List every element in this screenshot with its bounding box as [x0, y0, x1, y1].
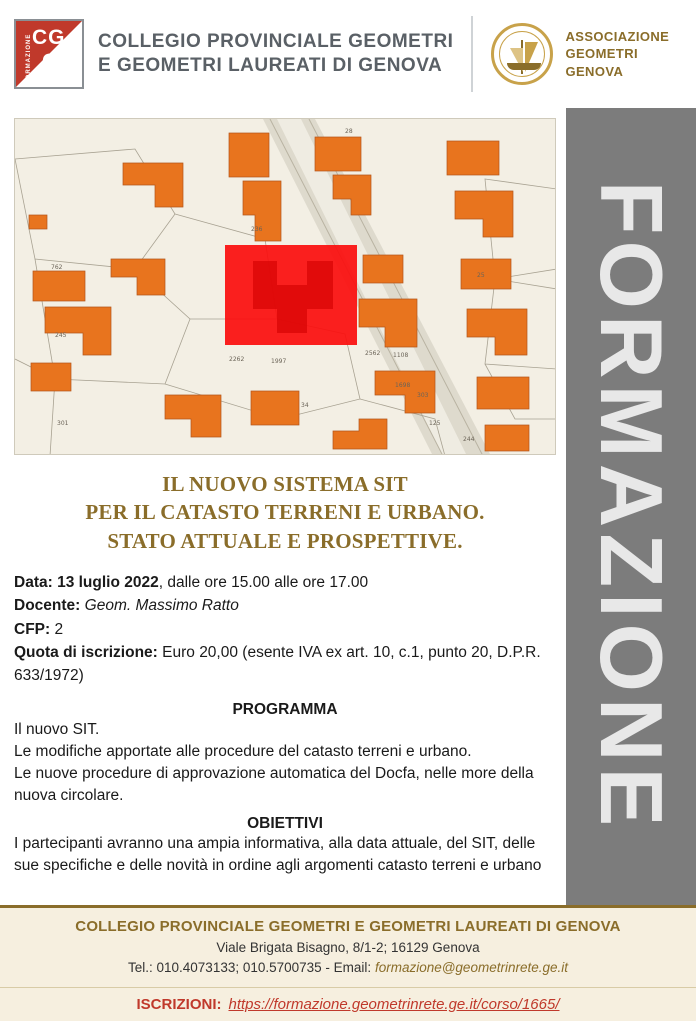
programma-heading: PROGRAMMA	[232, 701, 338, 719]
detail-value-time: , dalle ore 15.00 alle ore 17.00	[158, 574, 369, 592]
footer-address: Viale Brigata Bisagno, 8/1-2; 16129 Genova	[216, 940, 480, 955]
logo-text-cg: CG	[32, 26, 66, 49]
detail-value-docente: Geom. Massimo Ratto	[84, 597, 239, 615]
registration-label: ISCRIZIONI:	[136, 996, 222, 1013]
cge-logo	[14, 19, 84, 89]
page-header	[0, 0, 696, 108]
detail-label-data: Data:	[14, 574, 53, 592]
svg-text:25: 25	[477, 272, 485, 279]
course-details	[14, 571, 556, 687]
seal-hull-shape	[507, 63, 541, 70]
registration-bar	[0, 987, 696, 1021]
programma-line-3: Le nuove procedure di approvazione automatica del Docfa, nelle more della nuova circolare.	[14, 765, 534, 805]
footer-contact-phones: Tel.: 010.4073133; 010.5700735 - Email:	[128, 960, 375, 975]
svg-text:125: 125	[429, 420, 441, 427]
association-name-line1: ASSOCIAZIONE	[565, 28, 670, 44]
programma-body	[14, 719, 556, 807]
course-title	[14, 470, 556, 555]
header-divider	[471, 16, 473, 92]
programma-line-2: Le modifiche apportate alle procedure del catasto terreni e urbano.	[14, 743, 472, 761]
detail-row-docente	[14, 594, 556, 617]
svg-text:1108: 1108	[393, 352, 409, 359]
obiettivi-heading: OBIETTIVI	[247, 815, 323, 833]
registration-url-link[interactable]: https://formazione.geometrinrete.ge.it/corso/1665/	[228, 996, 560, 1013]
footer-email-link[interactable]: formazione@geometrinrete.ge.it	[374, 960, 568, 975]
svg-text:34: 34	[301, 402, 309, 409]
svg-text:28: 28	[345, 128, 353, 135]
detail-label-cfp: CFP:	[14, 620, 51, 638]
svg-text:1997: 1997	[271, 358, 287, 365]
svg-text:2562: 2562	[365, 350, 381, 357]
svg-text:1698: 1698	[395, 382, 411, 389]
sidebar-formazione-banner	[566, 108, 696, 905]
svg-text:244: 244	[463, 436, 475, 443]
svg-text:301: 301	[57, 420, 69, 427]
map-graphic	[15, 119, 556, 455]
detail-label-quota: Quota di iscrizione:	[14, 643, 158, 661]
svg-text:2262: 2262	[229, 356, 245, 363]
association-name	[565, 28, 669, 81]
association-name-line2: GEOMETRI	[565, 46, 639, 62]
detail-value-quota: Euro 20,00 (esente IVA ex art. 10, c.1, punto 20, D.P.R. 633/1972)	[14, 643, 541, 685]
logo-text-ge: GE	[42, 50, 75, 73]
course-title-line1: IL NUOVO SISTEMA SIT	[162, 472, 408, 496]
page-footer	[0, 905, 696, 1021]
sailboat-seal-icon	[491, 23, 553, 85]
organization-name-line1: COLLEGIO PROVINCIALE GEOMETRI	[98, 31, 454, 53]
cadastral-map-image	[14, 118, 556, 455]
programma-line-1: Il nuovo SIT.	[14, 721, 100, 739]
sidebar-label: FORMAZIONE	[582, 180, 681, 833]
detail-value-date: 13 luglio 2022	[57, 574, 159, 592]
detail-label-docente: Docente:	[14, 597, 81, 615]
course-title-line2: PER IL CATASTO TERRENI E URBANO.	[85, 500, 485, 525]
course-content	[14, 470, 556, 877]
organization-name	[98, 30, 453, 78]
association-name-line3: GENOVA	[565, 63, 624, 79]
course-title-line3: STATO ATTUALE E PROSPETTIVE.	[107, 528, 463, 553]
detail-row-quota	[14, 641, 556, 688]
footer-title: COLLEGIO PROVINCIALE GEOMETRI E GEOMETRI LAUREATI DI GENOVA	[75, 918, 621, 935]
footer-contact	[0, 960, 696, 975]
svg-text:303: 303	[417, 392, 429, 399]
svg-text:236: 236	[251, 226, 263, 233]
logo-text-formazione: FORMAZIONE	[26, 33, 32, 84]
organization-name-line2: E GEOMETRI LAUREATI DI GENOVA	[98, 55, 443, 76]
svg-text:245: 245	[55, 332, 67, 339]
detail-value-cfp: 2	[54, 620, 64, 638]
obiettivi-body: I partecipanti avranno una ampia informativa, alla data attuale, del SIT, delle sue specifiche e delle novità in ordine agli argomenti catasto terreni e urbano	[14, 835, 542, 875]
detail-row-data	[14, 571, 556, 594]
detail-row-cfp	[14, 618, 556, 641]
svg-text:762: 762	[51, 264, 63, 271]
